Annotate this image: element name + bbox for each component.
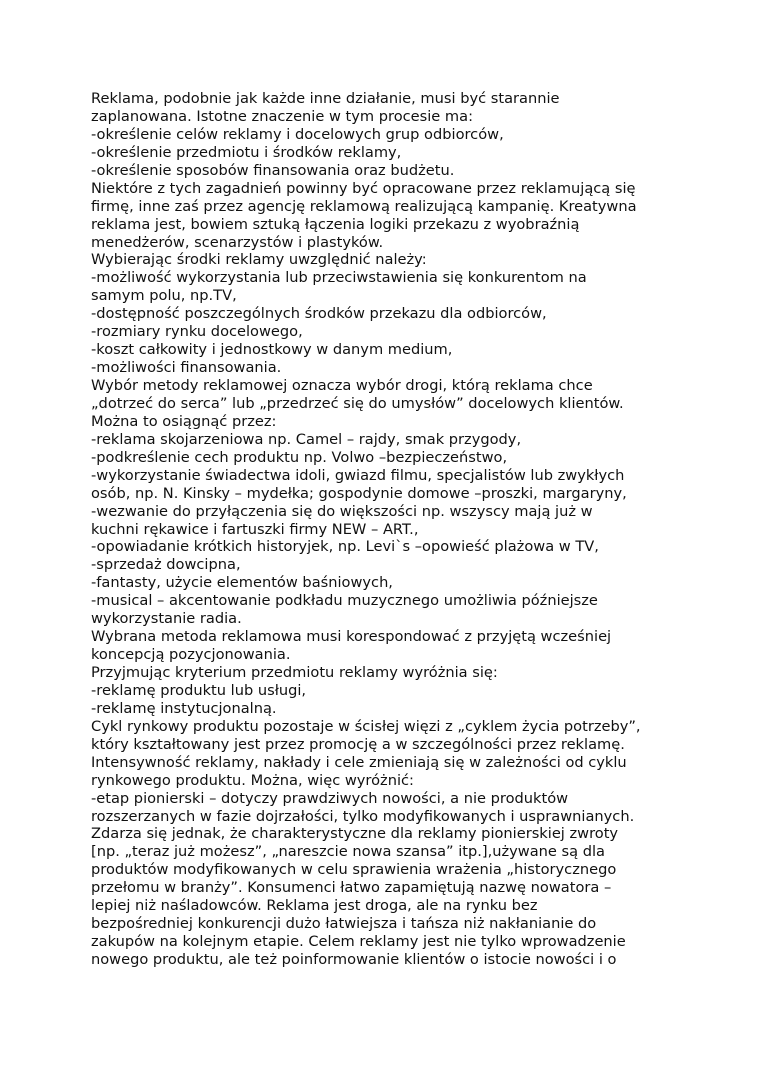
text-line: -musical – akcentowanie podkładu muzycznego umożliwia późniejsze [91, 592, 598, 610]
text-line: -dostępność poszczególnych środków przekazu dla odbiorców, [91, 305, 547, 323]
text-line: Wybrana metoda reklamowa musi korespondować z przyjętą wcześniej [91, 628, 612, 646]
text-line: rozszerzanych w fazie dojrzałości, tylko modyfikowanych i usprawnianych. [91, 807, 635, 825]
text-line: Niektóre z tych zagadnień powinny być opracowane przez reklamującą się [91, 179, 636, 197]
text-line: -reklamę instytucjonalną. [91, 699, 277, 717]
text-line: koncepcją pozycjonowania. [91, 646, 291, 664]
text-line: -możliwości finansowania. [91, 359, 282, 377]
text-line: -reklama skojarzeniowa np. Camel – rajdy, smak przygody, [91, 430, 522, 448]
text-line: kuchni rękawice i fartuszki firmy NEW – ART., [91, 520, 419, 538]
text-line: samym polu, np.TV, [91, 287, 237, 305]
text-line: osób, np. N. Kinsky – mydełka; gospodynie domowe –proszki, margaryny, [91, 484, 627, 502]
text-line: Reklama, podobnie jak każde inne działanie, musi być starannie [91, 90, 560, 107]
text-line: zakupów na kolejnym etapie. Celem reklamy jest nie tylko wprowadzenie [91, 933, 626, 951]
text-line: przełomu w branży”. Konsumenci łatwo zapamiętują nazwę nowatora – [91, 879, 612, 897]
text-line: produktów modyfikowanych w celu sprawienia wrażenia „historycznego [91, 861, 617, 879]
text-line: reklama jest, bowiem sztuką łączenia logiki przekazu z wyobraźnią [91, 215, 580, 233]
text-line: zaplanowana. Istotne znaczenie w tym procesie ma: [91, 107, 473, 125]
text-line: -określenie celów reklamy i docelowych grup odbiorców, [91, 125, 504, 143]
text-line: nowego produktu, ale też poinformowanie klientów o istocie nowości i o [91, 951, 617, 968]
text-line: -koszt całkowity i jednostkowy w danym medium, [91, 341, 453, 359]
text-line: -określenie przedmiotu i środków reklamy, [91, 143, 402, 161]
text-line: -określenie sposobów finansowania oraz budżetu. [91, 161, 455, 179]
text-line: Wybierając środki reklamy uwzględnić należy: [91, 251, 427, 269]
text-line: bezpośredniej konkurencji dużo łatwiejsza i tańsza niż nakłanianie do [91, 915, 597, 933]
text-line: Przyjmując kryterium przedmiotu reklamy wyróżnia się: [91, 664, 498, 681]
text-line: menedżerów, scenarzystów i plastyków. [91, 233, 384, 251]
text-line: który kształtowany jest przez promocję a w szczególności przez reklamę. [91, 735, 625, 753]
text-line: -podkreślenie cech produktu np. Volwo –bezpieczeństwo, [91, 448, 508, 466]
text-line: Zdarza się jednak, że charakterystyczne dla reklamy pionierskiej zwroty [91, 825, 619, 843]
text-line: -fantasty, użycie elementów baśniowych, [91, 574, 393, 592]
text-line: Wybór metody reklamowej oznacza wybór drogi, którą reklama chce [91, 377, 593, 394]
text-line: [np. „teraz już możesz”, „nareszcie nowa szansa” itp.],używane są dla [91, 843, 605, 861]
text-line: -możliwość wykorzystania lub przeciwstawienia się konkurentom na [91, 269, 587, 287]
text-line: -opowiadanie krótkich historyjek, np. Levi`s –opowieść plażowa w TV, [91, 538, 599, 556]
text-line: „dotrzeć do serca” lub „przedrzeć się do umysłów” docelowych klientów. [91, 394, 624, 412]
text-line: wykorzystanie radia. [91, 610, 242, 628]
text-line: -wykorzystanie świadectwa idoli, gwiazd filmu, specjalistów lub zwykłych [91, 466, 625, 484]
text-line: -wezwanie do przyłączenia się do większości np. wszyscy mają już w [91, 502, 593, 520]
text-line: -etap pionierski – dotyczy prawdziwych nowości, a nie produktów [91, 789, 569, 807]
text-line: lepiej niż naśladowców. Reklama jest droga, ale na rynku bez [91, 897, 538, 915]
text-line: Intensywność reklamy, nakłady i cele zmieniają się w zależności od cyklu [91, 753, 627, 771]
text-line: Cykl rynkowy produktu pozostaje w ścisłej więzi z „cyklem życia potrzeby”, [91, 717, 641, 735]
text-line: -reklamę produktu lub usługi, [91, 681, 307, 699]
text-line: firmę, inne zaś przez agencję reklamową realizującą kampanię. Kreatywna [91, 197, 637, 215]
text-line: -rozmiary rynku docelowego, [91, 323, 303, 341]
text-line: Można to osiągnąć przez: [91, 412, 277, 430]
text-line: -sprzedaż dowcipna, [91, 556, 241, 574]
text-line: rynkowego produktu. Można, więc wyróżnić: [91, 771, 414, 789]
document-body-text [91, 90, 691, 969]
